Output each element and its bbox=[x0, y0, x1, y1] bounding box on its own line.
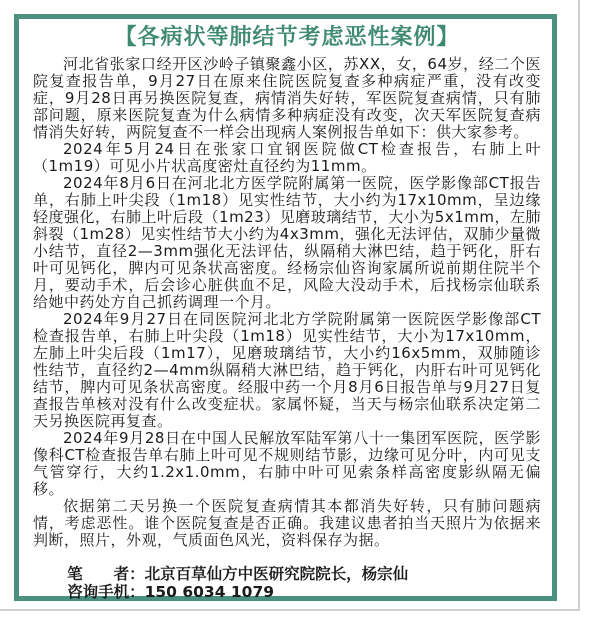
paragraph-patient-overview: 河北省张家口经开区沙岭子镇聚鑫小区，苏XX，女，64岁，经二个医院复查报告单，9月27日在原来住院医院复查多种病症严重，没有改变症，9月28日再另换医院复查，病情消失好转，军医院复查病情，只有肺部问题，原来医院复查为什么病情多种病症没有改变，次天军医院复查病情消失好转，两院复查不一样会出现病人案例报告单如下：供大家参考。 bbox=[33, 55, 541, 141]
phone-number: 150 6034 1079 bbox=[144, 583, 275, 601]
paragraph-ct-report-sep27: 2024年9月27日在同医院河北北方学院附属第一医院医学影像部CT检查报告单，右肺上叶尖段（1m18）见实性结节，大小为17x10mm，左肺上叶尖后段（1m17），见磨玻璃结节，大小约16x5mm，双肺随诊性结节，直径约2—4mm纵隔稍大淋巴结，趋于钙化，内肝右叶可见钙化结节，脾内可见条状高密度。经服中药一个月8月6日报告单与9月27日复查报告单核对没有什么改变症状。家属怀疑，当天与杨宗仙联系决定第二天另换医院再复查。 bbox=[33, 310, 541, 430]
phone-label: 咨询手机： bbox=[67, 583, 145, 601]
phone-line bbox=[67, 583, 541, 601]
paragraph-ct-report-sep28: 2024年9月28日在中国人民解放军陆军第八十一集团军医院，医学影像科CT检查报告单右肺上叶可见不规则结节影，边缘可见分叶，内可见支气管穿行，大约1.2x1.0mm，右肺中叶可见索条样高密度影纵隔无偏移。 bbox=[33, 429, 541, 498]
author-footer bbox=[33, 565, 541, 601]
case-report-body bbox=[33, 56, 541, 549]
paragraph-conclusion: 依据第二天另换一个医院复查病情其本都消失好转，只有肺问题病情，考虑恶性。谁个医院复查是否正确。我建议患者拍当天照片为依据来判断，照片，外观，气质面色风光，资料保存为据。 bbox=[33, 497, 541, 549]
paragraph-ct-report-aug6: 2024年8月6日在河北北方医学院附属第一医院，医学影像部CT报告单，右肺上叶尖段（1m18）见实性结节，大小约为17x10mm，呈边缘轻度强化，右肺上叶后段（1m23）见磨玻璃结节，大小为5x1mm，左肺斜裂（1m28）见实性结节大小约为4x3mm，强化无法评估，双肺少量微小结节，直径2—3mm强化无法评估，纵隔稍大淋巴结，趋于钙化，肝右叶可见钙化，脾内可见条状高密度。经杨宗仙咨询家属所说前期住院半个月，要动手术，后会诊心脏供血不足，风险大没动手术，后找杨宗仙联系给她中药处方自己抓药调理一个月。 bbox=[33, 174, 541, 311]
page-title: 【各病状等肺结节考虑恶性案例】 bbox=[114, 25, 460, 50]
author-line bbox=[67, 565, 541, 583]
author-name: 北京百草仙方中医研究院院长，杨宗仙 bbox=[144, 565, 409, 583]
author-label: 笔 者： bbox=[67, 565, 145, 583]
content-frame bbox=[14, 14, 557, 601]
paragraph-ct-report-may24: 2024年5月24日在张家口宜钢医院做CT检查报告，右肺上叶（1m19）可见小片状高度密灶直径约为11mm。 bbox=[33, 140, 541, 175]
